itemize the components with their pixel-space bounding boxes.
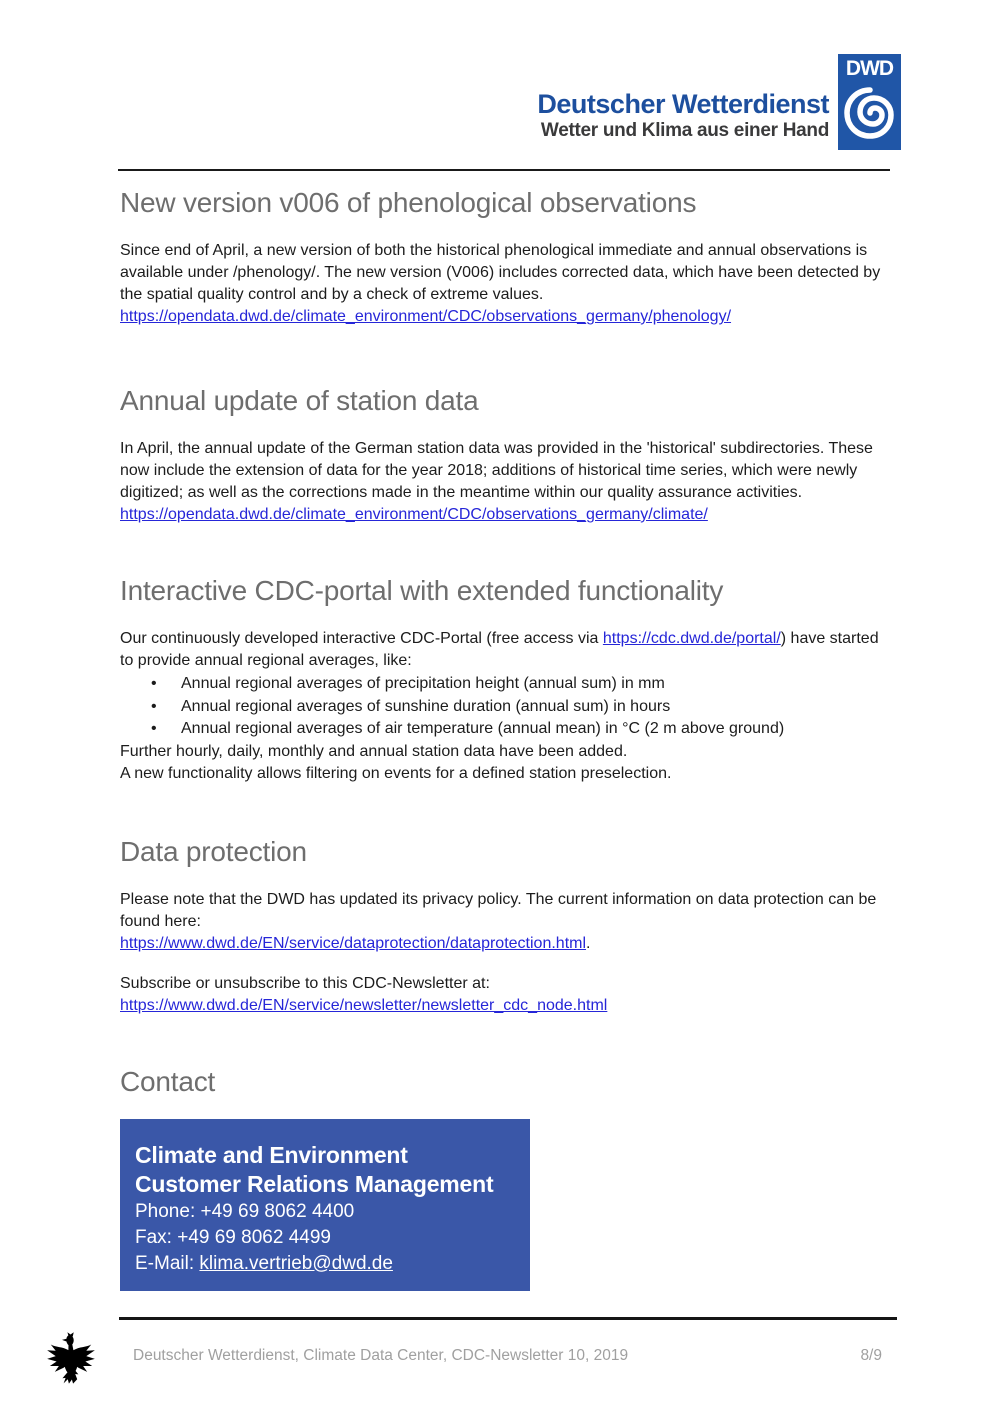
station-data-paragraph: In April, the annual update of the German station data was provided in the 'historical' subdirectories. These now include the extension of data for the year 2018; additions of historical time series, which were newly digitized; as well as the corrections made in the meantime within our quality assurance activities. [120,440,873,501]
section-heading-data-protection: Data protection [120,835,307,867]
contact-email-link[interactable]: klima.vertrieb@dwd.de [199,1252,393,1274]
footer-text: Deutscher Wetterdienst, Climate Data Center, CDC-Newsletter 10, 2019 [133,1347,629,1364]
content [120,186,890,1291]
contact-phone: Phone: +49 69 8062 4400 [135,1200,355,1222]
section-contact [120,1065,890,1291]
portal-outro-2: A new functionality allows filtering on events for a defined station preselection. [120,764,672,782]
section-data-protection [120,835,890,1017]
contact-box-title-2: Customer Relations Management [135,1170,494,1197]
brand-tagline: Wetter und Klima aus einer Hand [540,120,829,141]
section-heading-station-data: Annual update of station data [120,385,479,416]
contact-email-line [135,1251,510,1277]
section-station-data [120,384,890,526]
section-heading-phenology: New version v006 of phenological observations [120,187,697,218]
bullet-temperature: • Annual regional averages of air temperature (annual mean) in °C (2 m above ground) [120,718,890,741]
privacy-paragraph: Please note that the DWD has updated its privacy policy. The current information on data protection can be found here: [120,890,877,930]
dwd-spiral-icon [840,82,900,146]
portal-outro-1: Further hourly, daily, monthly and annual station data have been added. [120,742,628,760]
header-divider [118,169,890,171]
contact-box-title-1: Climate and Environment [135,1141,408,1168]
section-cdc-portal [120,574,890,785]
portal-intro-paragraph [120,628,890,672]
bullet-sunshine: • Annual regional averages of sunshine duration (annual sum) in hours [120,696,890,719]
brand-title: Deutscher Wetterdienst [537,89,829,119]
privacy-link-line [120,933,890,955]
page-number: 8/9 [860,1347,882,1364]
contact-email-label: E-Mail: [135,1252,200,1274]
dwd-logo [838,54,901,150]
header [120,54,901,150]
subscribe-paragraph: Subscribe or unsubscribe to this CDC-Newsletter at: [120,974,490,992]
federal-eagle-icon [44,1329,98,1395]
privacy-link[interactable]: https://www.dwd.de/EN/service/dataprotection/dataprotection.html [120,934,587,952]
station-data-link-line [120,504,890,526]
subscribe-link-line [120,995,890,1017]
phenology-link[interactable]: https://opendata.dwd.de/climate_environment/CDC/observations_germany/phenology/ [120,308,732,325]
dwd-logo-text: DWD [845,57,894,80]
section-phenology [120,186,890,328]
contact-box [120,1119,530,1291]
section-heading-cdc-portal: Interactive CDC-portal with extended functionality [120,575,724,606]
phenology-paragraph: Since end of April, a new version of both the historical phenological immediate and annual observations is available under /phenology/. The new version (V006) includes corrected data, which have been detected by the spatial quality control and by a check of extreme values. [120,242,881,303]
section-heading-contact: Contact [120,1065,216,1097]
brand-text [537,89,829,150]
footer-divider [119,1317,897,1320]
station-data-link[interactable]: https://opendata.dwd.de/climate_environment/CDC/observations_germany/climate/ [120,506,708,523]
privacy-link-suffix: . [586,934,591,952]
portal-intro-post: ) have started to provide annual regional averages, like: [120,630,879,669]
subscribe-link[interactable]: https://www.dwd.de/EN/service/newsletter/newsletter_cdc_node.html [120,996,608,1014]
cdc-portal-link[interactable]: https://cdc.dwd.de/portal/ [602,630,781,647]
contact-fax: Fax: +49 69 8062 4499 [135,1226,331,1248]
bullet-precipitation: • Annual regional averages of precipitation height (annual sum) in mm [120,673,890,696]
phenology-link-line [120,306,890,328]
portal-intro-pre: Our continuously developed interactive CDC-Portal (free access via [120,630,603,647]
portal-bullet-list [120,673,890,741]
